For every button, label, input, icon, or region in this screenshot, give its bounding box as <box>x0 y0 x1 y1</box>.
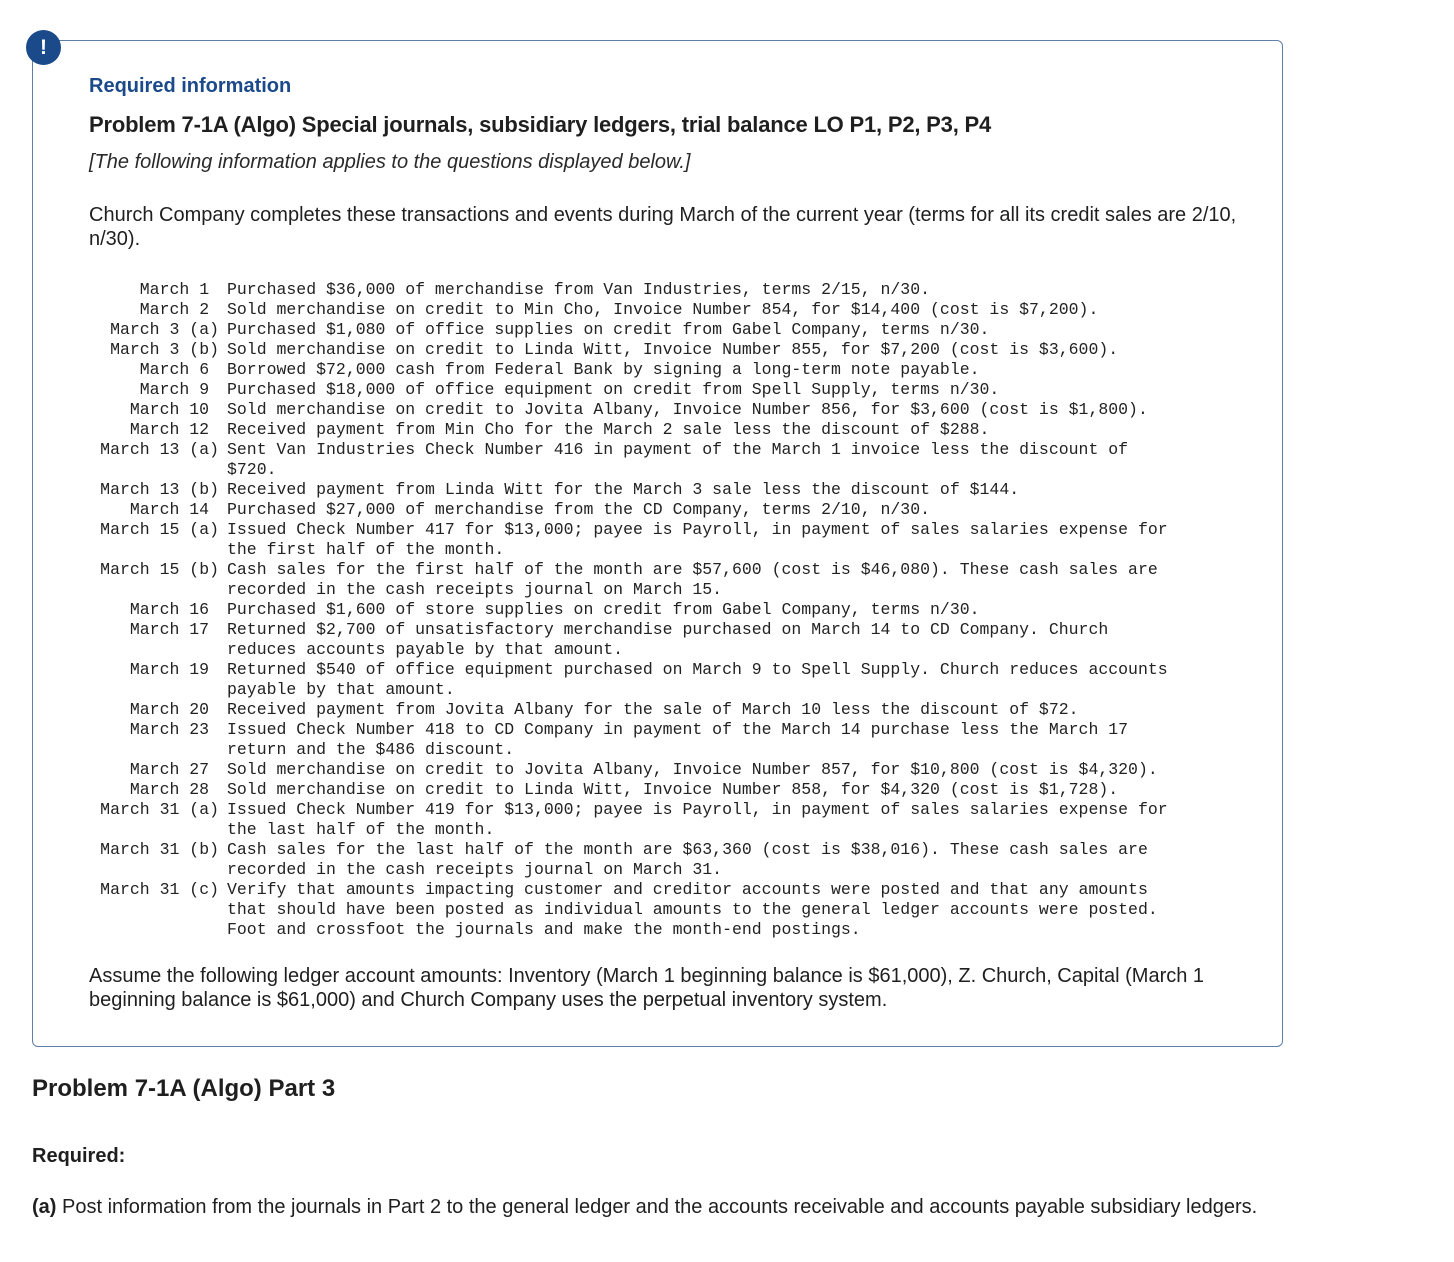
required-item <box>32 1195 1262 1219</box>
transaction-description-line: Purchased $1,080 of office supplies on credit from Gabel Company, terms n/30. <box>227 320 990 339</box>
transaction-row <box>89 720 1227 760</box>
transaction-description <box>227 880 1227 940</box>
transaction-description-line: Sent Van Industries Check Number 416 in payment of the March 1 invoice less the discount of <box>227 440 1129 459</box>
transaction-description <box>227 600 1227 620</box>
transaction-description-line: Sold merchandise on credit to Linda Witt, Invoice Number 855, for $7,200 (cost is $3,600). <box>227 340 1119 359</box>
transaction-date: March 20 <box>129 700 219 719</box>
transaction-description <box>227 300 1227 320</box>
transaction-description <box>227 340 1227 360</box>
transaction-description-line: recorded in the cash receipts journal on March 15. <box>227 580 723 599</box>
transaction-description-line: Cash sales for the last half of the month are $63,360 (cost is $38,016). These cash sales are <box>227 840 1148 859</box>
transaction-row <box>89 340 1227 360</box>
transaction-description-line: Returned $2,700 of unsatisfactory merchandise purchased on March 14 to CD Company. Church <box>227 620 1109 639</box>
transaction-description-line: Issued Check Number 418 to CD Company in payment of the March 14 purchase less the March 17 <box>227 720 1129 739</box>
transaction-description <box>227 780 1227 800</box>
transaction-description <box>227 420 1227 440</box>
transaction-row <box>89 400 1227 420</box>
transaction-row <box>89 380 1227 400</box>
required-information-heading: Required information <box>89 75 292 97</box>
intro-paragraph: Church Company completes these transactions and events during March of the current year (terms for all its credit sales are 2/10, n/30). <box>89 204 1237 250</box>
transaction-date: March 1 <box>139 280 219 299</box>
transaction-description <box>227 360 1227 380</box>
transaction-row <box>89 840 1227 880</box>
transaction-description-line: Issued Check Number 419 for $13,000; payee is Payroll, in payment of sales salaries expense for <box>227 800 1168 819</box>
transaction-row <box>89 360 1227 380</box>
transaction-row <box>89 880 1227 940</box>
transaction-description-line: Returned $540 of office equipment purchased on March 9 to Spell Supply. Church reduces accounts <box>227 660 1168 679</box>
transaction-description-line: Received payment from Min Cho for the March 2 sale less the discount of $288. <box>227 420 990 439</box>
transaction-description-line: $720. <box>227 460 277 479</box>
transaction-date: March 23 <box>129 720 219 739</box>
transaction-row <box>89 780 1227 800</box>
transaction-date: March 14 <box>129 500 219 519</box>
applies-note: [The following information applies to the questions displayed below.] <box>89 151 691 173</box>
transaction-date: March 12 <box>129 420 219 439</box>
transactions-list <box>89 280 1227 940</box>
transaction-description <box>227 720 1227 760</box>
required-item-label: (a) <box>32 1196 57 1218</box>
transaction-date: March 31 (b) <box>100 840 219 859</box>
transaction-date: March 3 (b) <box>110 340 219 359</box>
transaction-description-line: that should have been posted as individual amounts to the general ledger accounts were posted. <box>227 900 1158 919</box>
transaction-description-line: recorded in the cash receipts journal on March 31. <box>227 860 723 879</box>
transaction-description-line: Verify that amounts impacting customer and creditor accounts were posted and that any amounts <box>227 880 1148 899</box>
transaction-description <box>227 500 1227 520</box>
transaction-description-line: the last half of the month. <box>227 820 495 839</box>
transaction-description-line: return and the $486 discount. <box>227 740 515 759</box>
transaction-row <box>89 660 1227 700</box>
transaction-description <box>227 700 1227 720</box>
transaction-row <box>89 500 1227 520</box>
transaction-row <box>89 280 1227 300</box>
transaction-description <box>227 800 1227 840</box>
alert-icon: ! <box>26 30 61 65</box>
transaction-description-line: Foot and crossfoot the journals and make the month-end postings. <box>227 920 861 939</box>
transaction-description <box>227 760 1227 780</box>
transaction-description-line: payable by that amount. <box>227 680 455 699</box>
transaction-row <box>89 620 1227 660</box>
transaction-row <box>89 700 1227 720</box>
transaction-description <box>227 320 1227 340</box>
transaction-description-line: Purchased $1,600 of store supplies on credit from Gabel Company, terms n/30. <box>227 600 980 619</box>
transaction-description-line: Purchased $18,000 of office equipment on credit from Spell Supply, terms n/30. <box>227 380 1000 399</box>
transaction-date: March 3 (a) <box>110 320 219 339</box>
transaction-description <box>227 440 1227 480</box>
transaction-date: March 6 <box>139 360 219 379</box>
transaction-row <box>89 560 1227 600</box>
transaction-description-line: Sold merchandise on credit to Min Cho, Invoice Number 854, for $14,400 (cost is $7,200). <box>227 300 1099 319</box>
transaction-description-line: Received payment from Linda Witt for the March 3 sale less the discount of $144. <box>227 480 1020 499</box>
transaction-date: March 9 <box>139 380 219 399</box>
transaction-row <box>89 420 1227 440</box>
transaction-date: March 15 (b) <box>100 560 219 579</box>
transaction-row <box>89 600 1227 620</box>
transaction-date: March 31 (c) <box>100 880 219 899</box>
transaction-description-line: Purchased $36,000 of merchandise from Van Industries, terms 2/15, n/30. <box>227 280 931 299</box>
assumption-paragraph: Assume the following ledger account amounts: Inventory (March 1 beginning balance is $61,000), Z. Church, Capital (March 1 beginning balance is $61,000) and Church Company uses the perpetual inventory system. <box>89 965 1205 1011</box>
transaction-description <box>227 840 1227 880</box>
transaction-description <box>227 660 1227 700</box>
transaction-date: March 13 (a) <box>100 440 219 459</box>
transaction-description <box>227 560 1227 600</box>
part-title: Problem 7-1A (Algo) Part 3 <box>32 1075 336 1102</box>
transaction-row <box>89 800 1227 840</box>
transaction-description-line: Sold merchandise on credit to Jovita Albany, Invoice Number 856, for $3,600 (cost is $1,800). <box>227 400 1148 419</box>
transaction-description-line: reduces accounts payable by that amount. <box>227 640 624 659</box>
transaction-description <box>227 280 1227 300</box>
required-item-text: Post information from the journals in Part 2 to the general ledger and the accounts receivable and accounts payable subsidiary ledgers. <box>56 1196 1258 1218</box>
transaction-row <box>89 320 1227 340</box>
transaction-description <box>227 480 1227 500</box>
transaction-description-line: Issued Check Number 417 for $13,000; payee is Payroll, in payment of sales salaries expense for <box>227 520 1168 539</box>
problem-title: Problem 7-1A (Algo) Special journals, subsidiary ledgers, trial balance LO P1, P2, P3, P4 <box>89 112 992 137</box>
transaction-description-line: the first half of the month. <box>227 540 505 559</box>
transaction-date: March 28 <box>129 780 219 799</box>
transaction-date: March 10 <box>129 400 219 419</box>
transaction-description <box>227 380 1227 400</box>
transaction-date: March 17 <box>129 620 219 639</box>
transaction-row <box>89 440 1227 480</box>
transaction-row <box>89 520 1227 560</box>
transaction-description <box>227 620 1227 660</box>
transaction-description <box>227 400 1227 420</box>
transaction-date: March 16 <box>129 600 219 619</box>
transaction-row <box>89 480 1227 500</box>
transaction-row <box>89 300 1227 320</box>
transaction-description-line: Cash sales for the first half of the month are $57,600 (cost is $46,080). These cash sales are <box>227 560 1158 579</box>
required-label: Required: <box>32 1145 126 1167</box>
transaction-date: March 13 (b) <box>100 480 219 499</box>
transaction-date: March 19 <box>129 660 219 679</box>
transaction-description-line: Borrowed $72,000 cash from Federal Bank by signing a long-term note payable. <box>227 360 980 379</box>
transaction-description-line: Purchased $27,000 of merchandise from the CD Company, terms 2/10, n/30. <box>227 500 931 519</box>
transaction-date: March 2 <box>139 300 219 319</box>
transaction-date: March 27 <box>129 760 219 779</box>
transaction-description-line: Received payment from Jovita Albany for the sale of March 10 less the discount of $72. <box>227 700 1079 719</box>
transaction-description <box>227 520 1227 560</box>
transaction-description-line: Sold merchandise on credit to Jovita Albany, Invoice Number 857, for $10,800 (cost is $4,320). <box>227 760 1158 779</box>
transaction-date: March 15 (a) <box>100 520 219 539</box>
transaction-date: March 31 (a) <box>100 800 219 819</box>
transaction-row <box>89 760 1227 780</box>
transaction-description-line: Sold merchandise on credit to Linda Witt, Invoice Number 858, for $4,320 (cost is $1,728). <box>227 780 1119 799</box>
